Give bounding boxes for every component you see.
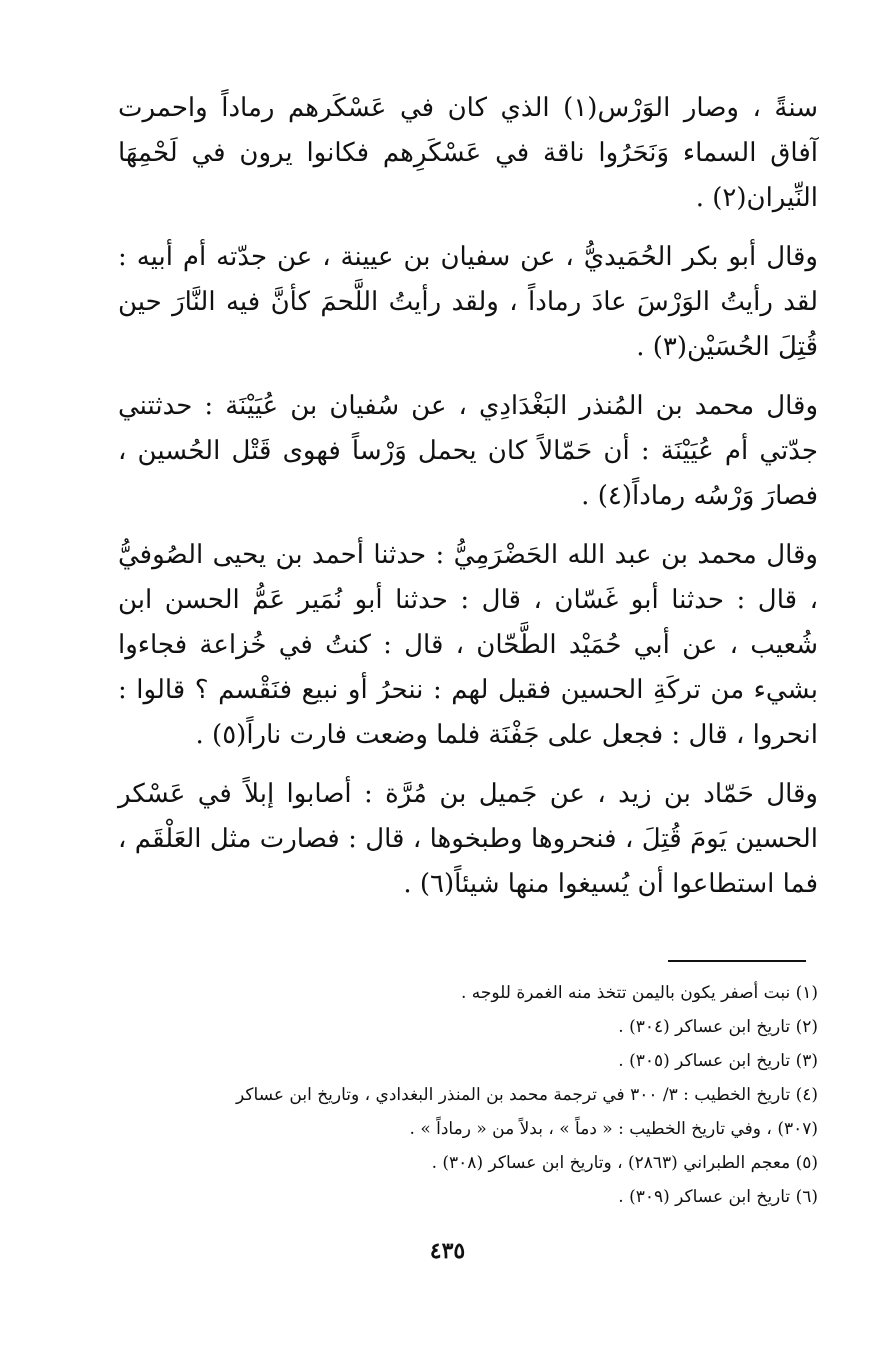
footnote-3: (٣) تاريخ ابن عساكر (٣٠٥) . xyxy=(618,1051,818,1071)
footnotes xyxy=(118,976,818,1214)
paragraph-2: وقال أبو بكر الحُمَيديُّ ، عن سفيان بن عيينة ، عن جدّته أم أبيه : لقد رأيتُ الوَرْسَ عادَ رماداً ، ولقد رأيتُ اللَّحمَ كأنَّ فيه النَّارَ حين قُتِلَ الحُسَيْن(٣) . xyxy=(118,242,818,362)
paragraph-1: سنةً ، وصار الوَرْس(١) الذي كان في عَسْكَرهم رماداً واحمرت آفاق السماء وَنَحَرُوا ناقة في عَسْكَرِهم فكانوا يرون في لَحْمِهَا النِّيران(٢) . xyxy=(118,93,818,213)
footnote-divider xyxy=(668,960,806,962)
footnote-6: (٦) تاريخ ابن عساكر (٣٠٩) . xyxy=(618,1187,818,1207)
footnote-4: (٤) تاريخ الخطيب : ٣/ ٣٠٠ في ترجمة محمد بن المنذر البغدادي ، وتاريخ ابن عساكر xyxy=(236,1085,818,1105)
footnote-4-continued: (٣٠٧) ، وفي تاريخ الخطيب : « دماً » ، بدلاً من « رماداً » . xyxy=(409,1119,818,1139)
footnote-1: (١) نبت أصفر يكون باليمن تتخذ منه الغمرة للوجه . xyxy=(460,983,818,1003)
paragraph-4: وقال محمد بن عبد الله الحَضْرَمِيُّ : حدثنا أحمد بن يحيى الصُوفيُّ ، قال : حدثنا أبو غَسّان ، قال : حدثنا أبو نُمَير عَمُّ الحسن ابن شُعيب ، عن أبي حُمَيْد الطَّحّان ، قال : كنتُ في خُزاعة فجاءوا بشيء من تركَةِ الحسين فقيل لهم : ننحرُ أو نبيع فنَقْسم ؟ قالوا : انحروا ، قال : فجعل على جَفْنَة فلما وضعت فارت ناراً(٥) . xyxy=(118,540,818,750)
footnote-2: (٢) تاريخ ابن عساكر (٣٠٤) . xyxy=(618,1017,818,1037)
footnote-5: (٥) معجم الطبراني (٢٨٦٣) ، وتاريخ ابن عساكر (٣٠٨) . xyxy=(431,1153,818,1173)
paragraph-3: وقال محمد بن المُنذر البَغْدَادِي ، عن سُفيان بن عُيَيْنَة : حدثتني جدّتي أم عُيَيْنَة : أن حَمّالاً كان يحمل وَرْساً فهوى قَتْل الحُسين ، فصارَ وَرْسُه رماداً(٤) . xyxy=(118,391,818,511)
paragraph-5: وقال حَمّاد بن زيد ، عن جَميل بن مُرَّة : أصابوا إبلاً في عَسْكر الحسين يَومَ قُتِلَ ، فنحروها وطبخوها ، قال : فصارت مثل العَلْقَم ، فما استطاعوا أن يُسيغوا منها شيئاً(٦) . xyxy=(118,779,818,899)
page-number: ٤٣٥ xyxy=(429,1238,466,1264)
main-text xyxy=(118,86,818,921)
